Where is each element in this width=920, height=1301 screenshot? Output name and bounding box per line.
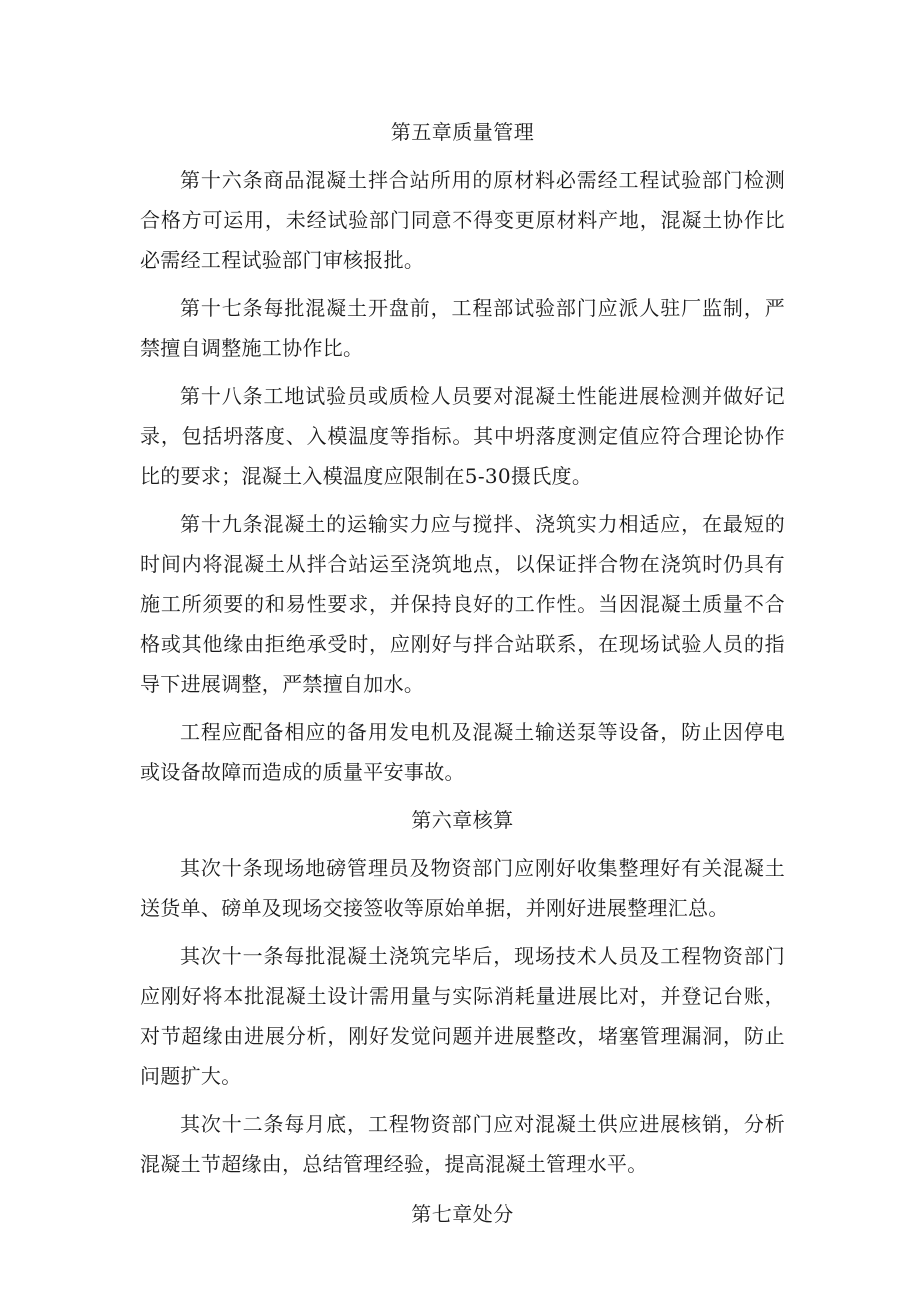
- article-18: 第十八条工地试验员或质检人员要对混凝土性能进展检测并做好记录，包括坍落度、入模温度等指标。其中坍落度测定值应符合理论协作比的要求；混凝土入模温度应限制在5-30摄氏度。: [140, 384, 785, 488]
- equipment-paragraph: 工程应配备相应的备用发电机及混凝土输送泵等设备，防止因停电或设备故障而造成的质量平安事故。: [140, 720, 785, 784]
- document-body: [140, 112, 785, 1242]
- chapter-7-title: 第七章处分: [411, 1202, 514, 1226]
- article-22: 其次十二条每月底，工程物资部门应对混凝土供应进展核销，分析混凝土节超缘由，总结管理经验，提高混凝土管理水平。: [140, 1112, 785, 1176]
- article-21: 其次十一条每批混凝土浇筑完毕后，现场技术人员及工程物资部门应刚好将本批混凝土设计需用量与实际消耗量进展比对，并登记台账，对节超缘由进展分析，刚好发觉问题并进展整改，堵塞管理漏洞，防止问题扩大。: [140, 944, 785, 1088]
- article-17: 第十七条每批混凝土开盘前，工程部试验部门应派人驻厂监制，严禁擅自调整施工协作比。: [140, 296, 785, 360]
- chapter-5-title: 第五章质量管理: [390, 120, 535, 144]
- article-20: 其次十条现场地磅管理员及物资部门应刚好收集整理好有关混凝土送货单、磅单及现场交接签收等原始单据，并刚好进展整理汇总。: [140, 856, 785, 920]
- chapter-6-title: 第六章核算: [411, 808, 514, 832]
- article-19: 第十九条混凝土的运输实力应与搅拌、浇筑实力相适应，在最短的时间内将混凝土从拌合站运至浇筑地点，以保证拌合物在浇筑时仍具有施工所须要的和易性要求，并保持良好的工作性。当因混凝土质量不合格或其他缘由拒绝承受时，应刚好与拌合站联系，在现场试验人员的指导下进展调整，严禁擅自加水。: [140, 512, 785, 696]
- article-16: 第十六条商品混凝土拌合站所用的原材料必需经工程试验部门检测合格方可运用，未经试验部门同意不得变更原材料产地，混凝土协作比必需经工程试验部门审核报批。: [140, 168, 785, 272]
